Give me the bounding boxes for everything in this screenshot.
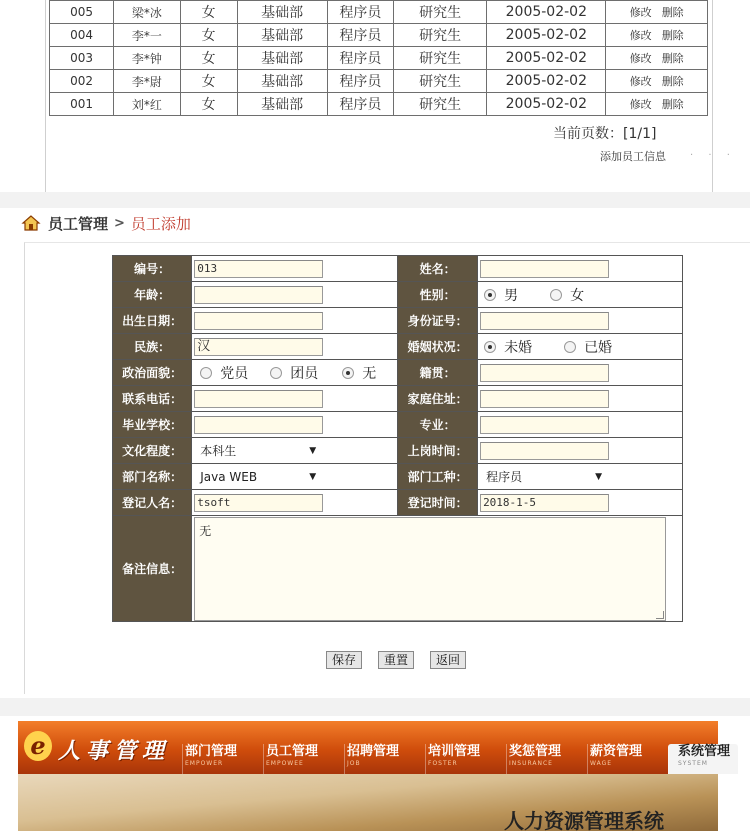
breadcrumb-separator: >: [114, 215, 125, 231]
row-actions: [606, 24, 708, 47]
nav-item-label: 培训管理: [428, 744, 481, 759]
system-header: [18, 721, 731, 833]
edit-link[interactable]: 修改: [629, 98, 652, 111]
political-league-radio[interactable]: [270, 367, 282, 379]
employee-id-cell: 002: [50, 70, 114, 93]
idcard-input[interactable]: [480, 312, 609, 330]
row-actions: [606, 70, 708, 93]
table-row: [50, 24, 708, 47]
nav-item-label: 奖惩管理: [509, 744, 562, 759]
nav-item-sublabel: INSURANCE: [509, 760, 553, 767]
employee-id-cell: 001: [50, 93, 114, 116]
marital-single-label: 未婚: [504, 339, 533, 356]
dropdown-arrow-icon: ▼: [309, 445, 317, 456]
gender-male-radio[interactable]: [484, 289, 496, 301]
dept-select[interactable]: [194, 467, 320, 487]
marital-radio-group: [480, 337, 680, 357]
home-icon: [22, 215, 40, 231]
address-input[interactable]: [480, 390, 609, 408]
employee-job-cell: 程序员: [327, 70, 393, 93]
nav-item-1[interactable]: [182, 744, 263, 774]
employee-name-cell: 李*钟: [114, 47, 180, 70]
label-onboard: 上岗时间：: [398, 438, 478, 464]
employee-dept-cell: 基础部: [237, 47, 327, 70]
phone-input[interactable]: [194, 390, 323, 408]
nav-item-4[interactable]: [425, 744, 506, 774]
breadcrumb-parent[interactable]: 员工管理: [48, 214, 109, 233]
employee-name-cell: 梁*冰: [114, 1, 180, 24]
employee-add-form: [112, 255, 683, 622]
employee-edu-cell: 研究生: [393, 47, 486, 70]
gender-female-label: 女: [570, 287, 585, 304]
recorder-input[interactable]: tsoft: [194, 494, 323, 512]
employee-date-cell: 2005-02-02: [487, 24, 606, 47]
employee-dept-cell: 基础部: [237, 93, 327, 116]
employee-id-cell: 004: [50, 24, 114, 47]
gender-female-radio[interactable]: [550, 289, 562, 301]
record-time-input[interactable]: 2018-1-5: [480, 494, 609, 512]
edit-link[interactable]: 修改: [629, 29, 652, 42]
marital-married-label: 已婚: [584, 339, 613, 356]
nav-item-sublabel: WAGE: [590, 760, 613, 767]
political-party-radio[interactable]: [200, 367, 212, 379]
remarks-text: 无: [199, 523, 212, 538]
add-employee-link[interactable]: 添加员工信息: [600, 150, 666, 163]
political-none-label: 无: [362, 365, 377, 382]
nav-item-sublabel: FOSTER: [428, 760, 458, 767]
main-nav: [182, 744, 738, 774]
employee-job-cell: 程序员: [327, 93, 393, 116]
label-phone: 联系电话：: [113, 386, 192, 412]
marital-single-radio[interactable]: [484, 341, 496, 353]
nav-item-label: 招聘管理: [347, 744, 400, 759]
nav-item-5[interactable]: [506, 744, 587, 774]
label-remarks: 备注信息：: [113, 516, 192, 622]
delete-link[interactable]: 删除: [661, 52, 684, 65]
table-row: [50, 1, 708, 24]
table-row: [50, 93, 708, 116]
label-education: 文化程度：: [113, 438, 192, 464]
nav-item-sublabel: EMPOWEE: [266, 760, 304, 767]
employee-edu-cell: 研究生: [393, 93, 486, 116]
label-jobtype: 部门工种：: [398, 464, 478, 490]
onboard-date-input[interactable]: [480, 442, 609, 460]
row-actions: [606, 1, 708, 24]
row-actions: [606, 93, 708, 116]
breadcrumb-current: 员工添加: [130, 214, 191, 233]
label-recordtime: 登记时间：: [398, 490, 478, 516]
nav-item-7[interactable]: [668, 744, 738, 774]
page-info: 当前页数：[1/1]: [553, 126, 657, 142]
employee-name-cell: 李*一: [114, 24, 180, 47]
political-radio-group: [194, 363, 395, 383]
employee-list-panel: [0, 0, 750, 192]
label-address: 家庭住址：: [398, 386, 478, 412]
system-title: 人力资源管理系统: [504, 809, 664, 833]
employee-date-cell: 2005-02-02: [487, 93, 606, 116]
employee-edu-cell: 研究生: [393, 1, 486, 24]
label-school: 毕业学校：: [113, 412, 192, 438]
name-input[interactable]: [480, 260, 609, 278]
gender-radio-group: [480, 285, 680, 305]
political-none-radio[interactable]: [342, 367, 354, 379]
employee-dept-cell: 基础部: [237, 24, 327, 47]
label-dept: 部门名称：: [113, 464, 192, 490]
save-button[interactable]: 保存: [326, 651, 362, 669]
school-input[interactable]: [194, 416, 323, 434]
employee-gender-cell: 女: [180, 47, 237, 70]
section-separator: [0, 192, 750, 208]
nav-item-2[interactable]: [263, 744, 344, 774]
label-native: 籍贯：: [398, 360, 478, 386]
nav-item-3[interactable]: [344, 744, 425, 774]
label-gender: 性别：: [398, 282, 478, 308]
back-button[interactable]: 返回: [430, 651, 466, 669]
education-select[interactable]: [194, 441, 320, 461]
label-name: 姓名：: [398, 256, 478, 282]
nav-item-sublabel: EMPOWER: [185, 760, 224, 767]
employee-name-cell: 李*尉: [114, 70, 180, 93]
employee-dept-cell: 基础部: [237, 70, 327, 93]
delete-link[interactable]: 删除: [661, 29, 684, 42]
table-row: [50, 70, 708, 93]
label-birth: 出生日期：: [113, 308, 192, 334]
employee-table: [49, 0, 708, 116]
employee-gender-cell: 女: [180, 70, 237, 93]
resize-grip-icon[interactable]: [656, 611, 664, 619]
nav-item-label: 部门管理: [185, 744, 238, 759]
nav-item-sublabel: JOB: [347, 760, 361, 767]
logo-text: 人事管理: [58, 739, 171, 764]
gender-male-label: 男: [504, 287, 519, 304]
employee-edu-cell: 研究生: [393, 24, 486, 47]
jobtype-select[interactable]: [480, 467, 606, 487]
label-ethnic: 民族：: [113, 334, 192, 360]
table-row: [50, 47, 708, 70]
education-selected: 本科生: [200, 444, 237, 458]
id-input[interactable]: 013: [194, 260, 323, 278]
employee-job-cell: 程序员: [327, 47, 393, 70]
employee-gender-cell: 女: [180, 93, 237, 116]
label-political: 政治面貌：: [113, 360, 192, 386]
nav-item-sublabel: SYSTEM: [678, 760, 708, 767]
label-age: 年龄：: [113, 282, 192, 308]
employee-gender-cell: 女: [180, 1, 237, 24]
nav-item-label: 员工管理: [266, 744, 319, 759]
employee-date-cell: 2005-02-02: [487, 1, 606, 24]
employee-gender-cell: 女: [180, 24, 237, 47]
ethnic-input[interactable]: 汉: [194, 338, 323, 356]
employee-dept-cell: 基础部: [237, 1, 327, 24]
label-major: 专业：: [398, 412, 478, 438]
dept-selected: Java WEB: [200, 469, 258, 484]
employee-name-cell: 刘*红: [114, 93, 180, 116]
edit-link[interactable]: 修改: [629, 75, 652, 88]
nav-item-label: 系统管理: [678, 744, 731, 759]
age-input[interactable]: [194, 286, 323, 304]
political-party-label: 党员: [220, 365, 249, 382]
delete-link[interactable]: 删除: [661, 75, 684, 88]
label-id: 编号：: [113, 256, 192, 282]
label-marital: 婚姻状况：: [398, 334, 478, 360]
edit-link[interactable]: 修改: [629, 52, 652, 65]
breadcrumb: [22, 212, 191, 234]
label-recorder: 登记人名：: [113, 490, 192, 516]
remarks-textarea[interactable]: [194, 517, 666, 621]
nav-item-6[interactable]: [587, 744, 668, 774]
section-separator: [0, 698, 750, 716]
major-input[interactable]: [480, 416, 609, 434]
nav-item-label: 薪资管理: [590, 744, 643, 759]
reset-button[interactable]: 重置: [378, 651, 414, 669]
employee-date-cell: 2005-02-02: [487, 70, 606, 93]
delete-link[interactable]: 删除: [661, 98, 684, 111]
label-idcard: 身份证号：: [398, 308, 478, 334]
dropdown-arrow-icon: ▼: [595, 471, 603, 482]
employee-id-cell: 005: [50, 1, 114, 24]
marital-married-radio[interactable]: [564, 341, 576, 353]
employee-edu-cell: 研究生: [393, 70, 486, 93]
employee-id-cell: 003: [50, 47, 114, 70]
jobtype-selected: 程序员: [486, 470, 523, 484]
native-place-input[interactable]: [480, 364, 609, 382]
birth-date-input[interactable]: [194, 312, 323, 330]
employee-job-cell: 程序员: [327, 1, 393, 24]
delete-link[interactable]: 删除: [661, 6, 684, 19]
political-league-label: 团员: [290, 365, 319, 382]
decorative-dots: · · ·: [690, 150, 736, 161]
row-actions: [606, 47, 708, 70]
logo-icon: e: [24, 731, 52, 761]
employee-job-cell: 程序员: [327, 24, 393, 47]
employee-date-cell: 2005-02-02: [487, 47, 606, 70]
edit-link[interactable]: 修改: [629, 6, 652, 19]
dropdown-arrow-icon: ▼: [309, 471, 317, 482]
